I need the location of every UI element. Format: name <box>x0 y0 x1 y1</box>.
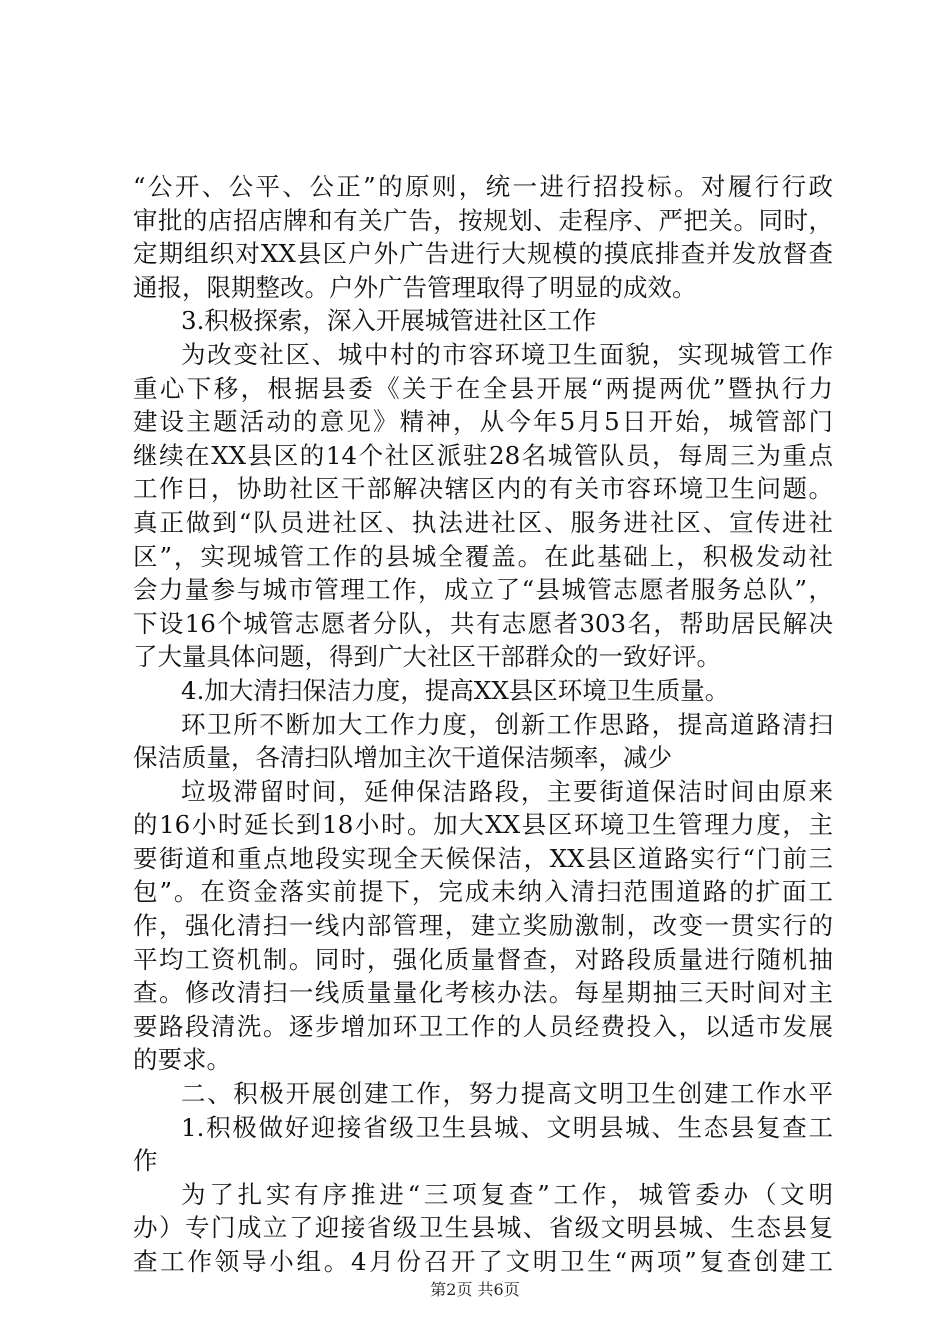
text-line: 包”。在资金落实前提下，完成未纳入清扫范围道路的扩面工 <box>133 877 833 907</box>
text-line: 继续在XX县区的14个社区派驻28名城管队员，每周三为重点 <box>133 440 833 470</box>
text-line: 查。修改清扫一线质量量化考核办法。每星期抽三天时间对主 <box>133 978 833 1008</box>
text-line: 办）专门成立了迎接省级卫生县城、省级文明县城、生态县复 <box>133 1213 833 1243</box>
text-line: 为改变社区、城中村的市容环境卫生面貌，实现城管工作 <box>181 339 833 369</box>
text-line: 会力量参与城市管理工作，成立了“县城管志愿者服务总队”， <box>133 575 833 605</box>
section-heading: 3.积极探索，深入开展城管进社区工作 <box>181 306 597 336</box>
text-line: “公开、公平、公正”的原则，统一进行招投标。对履行行政 <box>133 172 833 201</box>
text-line: 环卫所不断加大工作力度，创新工作思路，提高道路清扫 <box>181 709 833 739</box>
text-line: 区”，实现城管工作的县城全覆盖。在此基础上，积极发动社 <box>133 541 833 571</box>
text-line: 平均工资机制。同时，强化质量督查，对路段质量进行随机抽 <box>133 944 833 974</box>
text-line: 的16小时延长到18小时。加大XX县区环境卫生管理力度，主 <box>133 810 833 840</box>
section-heading: 4.加大清扫保洁力度，提高XX县区环境卫生质量。 <box>181 675 730 705</box>
text-line: 要路段清洗。逐步增加环卫工作的人员经费投入，以适市发展 <box>133 1011 833 1041</box>
text-line: 为了扎实有序推进“三项复查”工作，城管委办（文明 <box>181 1179 833 1209</box>
document-body <box>133 170 833 1279</box>
section-heading: 1.积极做好迎接省级卫生县城、文明县城、生态县复查工 <box>181 1112 833 1142</box>
text-line: 要街道和重点地段实现全天候保洁，XX县区道路实行“门前三 <box>133 843 833 873</box>
text-line: 作，强化清扫一线内部管理，建立奖励激制，改变一贯实行的 <box>133 911 833 941</box>
text-line: 重心下移，根据县委《关于在全县开展“两提两优”暨执行力 <box>133 373 833 403</box>
text-line: 下设16个城管志愿者分队，共有志愿者303名，帮助居民解决 <box>133 608 833 638</box>
text-line: 保洁质量，各清扫队增加主次干道保洁频率，减少 <box>133 743 672 773</box>
text-line: 通报，限期整改。户外广告管理取得了明显的成效。 <box>133 272 697 302</box>
text-line: 垃圾滞留时间，延伸保洁路段，主要街道保洁时间由原来 <box>181 776 833 806</box>
text-line: 工作日，协助社区干部解决辖区内的有关市容环境卫生问题。 <box>133 474 833 504</box>
text-line: 建设主题活动的意见》精神，从今年5月5日开始，城管部门 <box>133 407 833 437</box>
text-line: 查工作领导小组。4月份召开了文明卫生“两项”复查创建工 <box>133 1247 833 1276</box>
page-number-footer: 第2页 共6页 <box>430 1280 520 1299</box>
text-line: 定期组织对XX县区户外广告进行大规模的摸底排查并发放督查 <box>133 239 833 269</box>
section-heading: 二、积极开展创建工作，努力提高文明卫生创建工作水平 <box>181 1079 833 1109</box>
text-line: 审批的店招店牌和有关广告，按规划、走程序、严把关。同时， <box>133 205 833 235</box>
text-line: 的要求。 <box>133 1045 231 1075</box>
text-line: 了大量具体问题，得到广大社区干部群众的一致好评。 <box>133 642 721 672</box>
text-line: 真正做到“队员进社区、执法进社区、服务进社区、宣传进社 <box>133 507 833 537</box>
section-heading: 作 <box>133 1146 158 1176</box>
